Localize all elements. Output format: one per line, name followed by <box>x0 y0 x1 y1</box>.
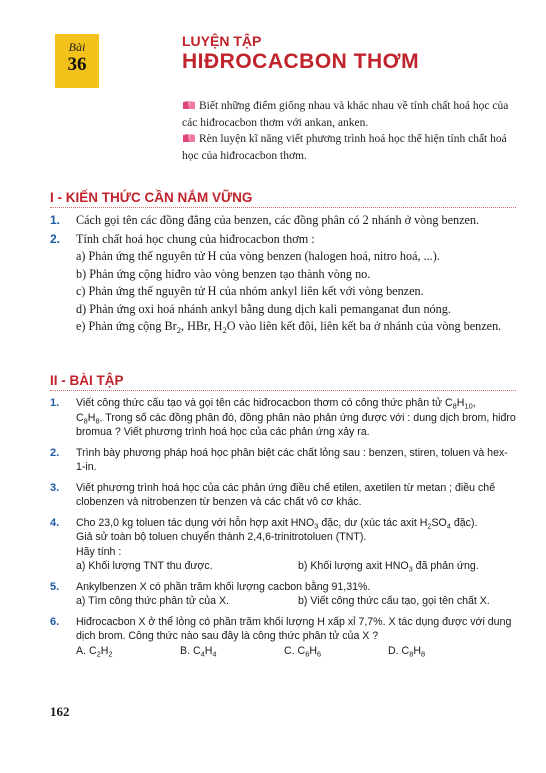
list-item <box>50 232 516 335</box>
sub-item-a: a) Phản ứng thế nguyên tử H của vòng benzen (halogen hoá, nitro hoá, ...). <box>76 249 440 263</box>
lesson-badge-number: 36 <box>67 54 87 75</box>
knowledge-list <box>50 213 516 338</box>
lesson-badge-word: Bài <box>68 40 86 54</box>
list-item <box>50 213 516 229</box>
item-number: 5. <box>50 580 60 593</box>
sub-item-b: b) Phản ứng cộng hiđro vào vòng benzen tạo thành vòng no. <box>76 266 371 281</box>
item-text: Cho 23,0 kg toluen tác dụng với hỗn hợp axit $HNO_3$ đặc, dư (xúc tác axit $H_2SO_4$ đặc). <box>76 516 478 531</box>
exercise-item <box>50 615 516 659</box>
item-number: 2. <box>50 231 61 246</box>
item-text: Tính chất hoá học chung của hiđrocacbon thơm : <box>76 231 315 246</box>
sub-part-b: b) Viết công thức cấu tạo, gọi tên chất X. <box>298 595 490 607</box>
objectives <box>182 99 512 165</box>
item-text: Viết phương trình hoá học của các phản ứng điều chế etilen, axetilen từ metan ; điều chế clobenzen và nitrobenzen từ benzen và các chất vô cơ khác. <box>76 481 496 508</box>
answer-choices <box>76 644 516 659</box>
item-number: 4. <box>50 516 60 529</box>
exercise-item <box>50 516 516 574</box>
sub-item-e: e) Phản ứng cộng $Br_2$, HBr, $H_2O$ vào liên kết đôi, liên kết ba ở nhánh của vòng benzen. <box>76 319 502 335</box>
open-book-icon <box>182 100 196 116</box>
objective-item <box>182 99 512 131</box>
sub-part-b: b) Khối lượng axit $HNO_3$ đã phản ứng. <box>298 560 479 574</box>
section-heading-knowledge: I - KIẾN THỨC CẦN NẮM VỮNG <box>50 190 253 205</box>
exercise-item <box>50 446 516 475</box>
sub-part-a: a) Khối lượng TNT thu được. <box>76 560 213 572</box>
item-text: Hiđrocacbon X ở thể lỏng có phần trăm khối lượng H xấp xỉ 7,7%. X tác dụng được với dung dịch brom. Công thức nào sau đây là công thức phân tử của X ? <box>76 615 512 642</box>
item-number: 2. <box>50 446 60 459</box>
item-number: 3. <box>50 481 60 494</box>
section-rule <box>50 207 516 208</box>
item-text-line: Giả sử toàn bộ toluen chuyển thành 2,4,6-trinitrotoluen (TNT). <box>76 531 367 543</box>
sub-parts <box>76 594 516 609</box>
sub-part-a: a) Tìm công thức phân tử của X. <box>76 595 229 607</box>
choice-b: B. $C_4H_4$ <box>180 644 217 659</box>
section-rule <box>50 390 516 391</box>
lesson-kicker: LUYỆN TẬP <box>182 33 262 49</box>
page-number: 162 <box>50 704 70 719</box>
lesson-badge <box>55 34 99 88</box>
item-text-line: Hãy tính : <box>76 545 122 558</box>
item-number: 1. <box>50 397 60 409</box>
item-text: Viết công thức cấu tạo và gọi tên các hiđrocacbon thơm có công thức phân tử $C_8H_{10}$, $C_8H_8$. Trong số các đồng phân đó, đồng phân nào phản ứng được với : dung dịch brom, hiđro bromua ? Viết phương trình hoá học của các phản ứng xảy ra. <box>76 397 516 438</box>
objective-item <box>182 132 512 164</box>
item-text: Trình bày phương pháp hoá học phân biệt các chất lỏng sau : benzen, stiren, toluen và hex-1-in. <box>76 446 508 473</box>
sub-item-c: c) Phản ứng thế nguyên tử H của nhóm ankyl liên kết với vòng benzen. <box>76 284 424 298</box>
objective-text: Biết những điểm giống nhau và khác nhau về tính chất hoá học của các hiđrocacbon thơm với ankan, anken. <box>182 100 509 129</box>
exercise-item <box>50 396 516 440</box>
choice-c: C. $C_6H_6$ <box>284 644 322 659</box>
section-heading-exercises: II - BÀI TẬP <box>50 373 124 388</box>
item-text: Cách gọi tên các đồng đẳng của benzen, các đồng phân có 2 nhánh ở vòng benzen. <box>76 213 480 227</box>
exercise-item <box>50 580 516 609</box>
item-number: 6. <box>50 615 60 628</box>
lesson-title: HIĐROCACBON THƠM <box>182 50 420 73</box>
choice-a: A. $C_2H_2$ <box>76 644 113 659</box>
item-number: 1. <box>50 213 61 227</box>
exercise-item <box>50 481 516 510</box>
item-text: Ankylbenzen X có phần trăm khối lượng cacbon bằng 91,31%. <box>76 580 371 593</box>
open-book-icon <box>182 133 196 149</box>
choice-d: D. $C_8H_8$ <box>388 644 426 659</box>
objective-text: Rèn luyện kĩ năng viết phương trình hoá học thể hiện tính chất hoá học của hiđrocacbon thơm. <box>182 133 507 162</box>
exercise-list <box>50 396 516 664</box>
sub-item-d: d) Phản ứng oxi hoá nhánh ankyl bằng dung dịch kali pemanganat đun nóng. <box>76 301 451 316</box>
sub-parts <box>76 559 516 574</box>
